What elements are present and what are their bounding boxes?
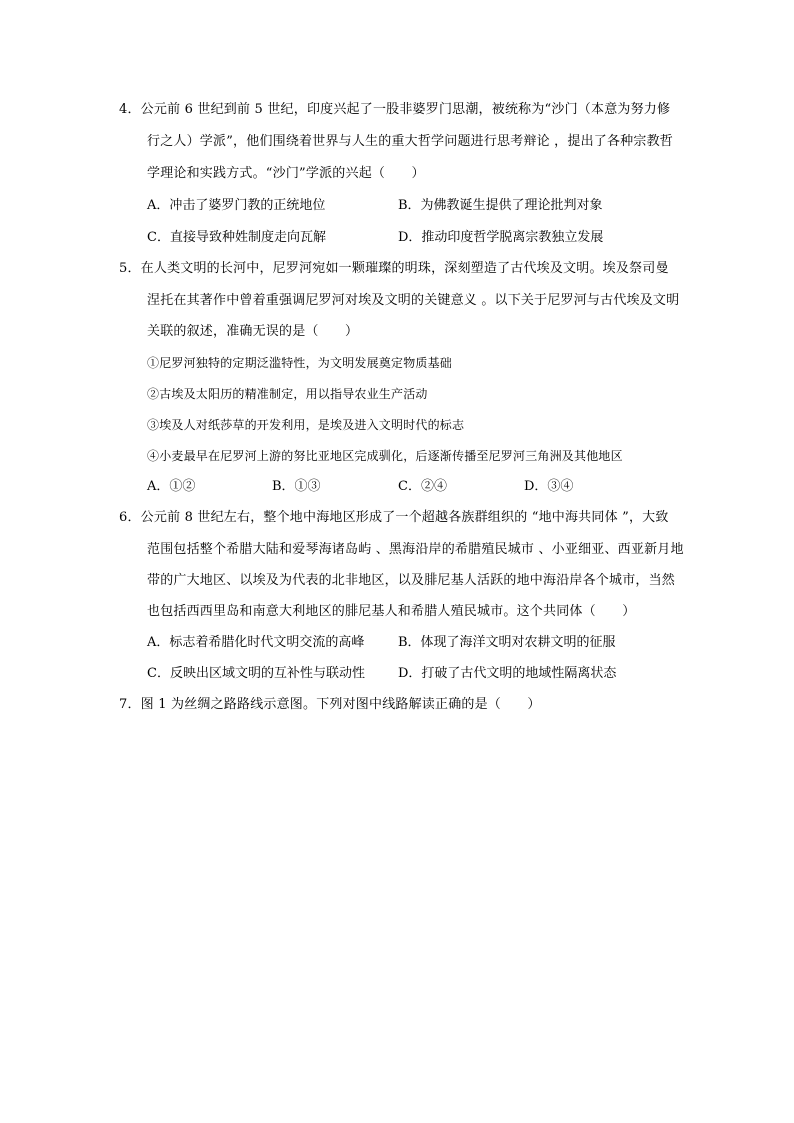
question-5-option-a: A．①② bbox=[147, 479, 196, 494]
question-6-line-2: 范围包括整个希腊大陆和爱琴海诸岛屿 、黑海沿岸的希腊殖民城市 、小亚细亚、西亚新月地 bbox=[147, 542, 684, 557]
question-4-option-b: B．为佛教诞生提供了理论批判对象 bbox=[398, 198, 603, 213]
question-6-option-d: D．打破了古代文明的地域性隔离状态 bbox=[398, 666, 617, 681]
question-5-option-c: C．②④ bbox=[398, 479, 447, 494]
question-6-line-4: 也包括西西里岛和南意大利地区的腓尼基人和希腊人殖民城市。这个共同体（ ） bbox=[147, 604, 636, 619]
question-5-statement-4: ④小麦最早在尼罗河上游的努比亚地区完成驯化，后逐渐传播至尼罗河三角洲及其他地区 bbox=[147, 449, 623, 463]
question-4-line-2: 行之人）学派”，他们围绕着世界与人生的重大哲学问题进行思考辩论 ，提出了各种宗教哲 bbox=[147, 134, 673, 149]
question-5-statement-3: ③埃及人对纸莎草的开发利用，是埃及进入文明时代的标志 bbox=[147, 418, 465, 432]
question-4-option-d: D．推动印度哲学脱离宗教独立发展 bbox=[398, 230, 604, 245]
question-5-statement-2: ②古埃及太阳历的精准制定，用以指导农业生产活动 bbox=[147, 387, 428, 401]
question-6-line-3: 带的广大地区、以埃及为代表的北非地区，以及腓尼基人活跃的地中海沿岸各个城市，当然 bbox=[147, 573, 676, 588]
question-4-option-c: C．直接导致种姓制度走向瓦解 bbox=[147, 230, 326, 245]
question-5-line-2: 涅托在其著作中曾着重强调尼罗河对埃及文明的关键意义 。以下关于尼罗河与古代埃及文明 bbox=[147, 293, 680, 308]
question-6-option-b: B．体现了海洋文明对农耕文明的征服 bbox=[398, 635, 616, 650]
question-5-line-3: 关联的叙述，准确无误的是（ ） bbox=[147, 324, 359, 339]
question-5-statement-1: ①尼罗河独特的定期泛滥特性，为文明发展奠定物质基础 bbox=[147, 356, 453, 370]
question-5-option-b: B．①③ bbox=[272, 479, 321, 494]
question-4-option-a: A．冲击了婆罗门教的正统地位 bbox=[147, 198, 326, 213]
question-4-line-3: 学理论和实践方式。“沙门”学派的兴起（ ） bbox=[147, 166, 425, 181]
question-6-option-a: A．标志着希腊化时代文明交流的高峰 bbox=[147, 635, 365, 650]
question-6-line-1: 6．公元前 8 世纪左右，整个地中海地区形成了一个超越各族群组织的 “地中海共同体 ”，大致 bbox=[119, 510, 669, 525]
question-5-line-1: 5．在人类文明的长河中，尼罗河宛如一颗璀璨的明珠，深刻塑造了古代埃及文明。埃及祭司曼 bbox=[119, 261, 669, 276]
question-6-option-c: C．反映出区域文明的互补性与联动性 bbox=[147, 666, 365, 681]
question-5-option-d: D．③④ bbox=[524, 479, 574, 494]
question-4-line-1: 4．公元前 6 世纪到前 5 世纪，印度兴起了一股非婆罗门思潮，被统称为“沙门（本意为努力修 bbox=[119, 102, 671, 117]
question-7-line-1: 7．图 1 为丝绸之路路线示意图。下列对图中线路解读正确的是（ ） bbox=[119, 697, 541, 712]
